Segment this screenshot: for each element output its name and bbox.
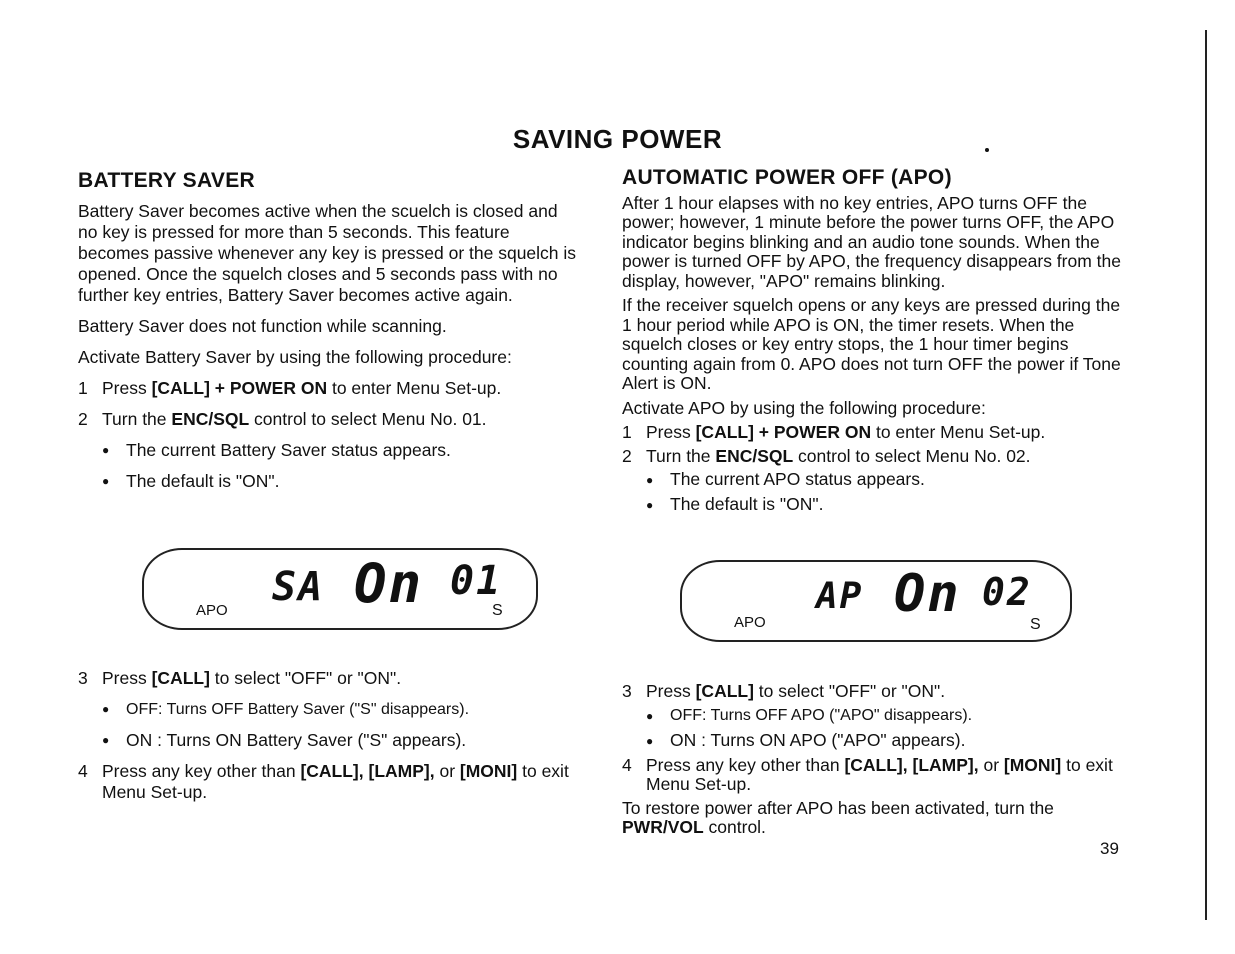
battery-saver-bullet2 xyxy=(102,471,578,492)
stray-dot xyxy=(985,148,989,152)
bullet-text: OFF: Turns OFF APO ("APO" disappears). xyxy=(670,706,973,724)
lcd-apo-indicator: APO xyxy=(196,602,228,619)
step-key: [CALL] + POWER ON xyxy=(151,378,328,398)
battery-saver-para2: Battery Saver does not function while scanning. xyxy=(78,316,447,336)
step-number: 1 xyxy=(622,422,632,442)
battery-saver-step2 xyxy=(78,409,578,430)
step-text-pre: Press any key other than xyxy=(646,754,845,775)
step-text-post: to select "OFF" or "ON". xyxy=(753,681,946,701)
lcd-s-indicator: S xyxy=(492,602,503,619)
bullet-text: ON : Turns ON APO ("APO" appears). xyxy=(670,729,966,750)
restore-text-post: control. xyxy=(703,817,766,837)
apo-section-lower xyxy=(622,682,1122,843)
battery-saver-heading: BATTERY SAVER xyxy=(78,169,255,192)
lcd-segment-menu: 01 xyxy=(450,558,503,604)
step-key: [CALL] + POWER ON xyxy=(695,422,872,442)
lcd-segment-value: On xyxy=(354,552,424,615)
step-key: [CALL], [LAMP], xyxy=(300,761,435,781)
bullet-icon: ● xyxy=(646,473,654,487)
bullet-icon: ● xyxy=(646,708,654,723)
lcd-segment-mode: SA xyxy=(272,564,325,610)
step-text xyxy=(102,668,401,689)
bullet-text: The current APO status appears. xyxy=(670,469,925,489)
bullet-text: OFF: Turns OFF Battery Saver ("S" disappears). xyxy=(126,701,470,718)
step-text-post: control to select Menu No. 02. xyxy=(793,445,1031,466)
battery-saver-lcd-display xyxy=(142,548,538,630)
step-number: 1 xyxy=(78,378,88,398)
battery-saver-para1: Battery Saver becomes active when the scuelch is closed and no key is pressed for more than 5 seconds. This feature becomes passive whenever any key is pressed or the squelch is opened. Once the squelch closes and 5 seconds pass with no further key entries, Battery Saver becomes active again. xyxy=(78,201,577,305)
page-edge-line xyxy=(1205,30,1207,920)
lcd-segment-value: On xyxy=(894,564,961,624)
step-key: [CALL] xyxy=(695,681,754,701)
apo-bullet2 xyxy=(646,495,1122,516)
lcd-segment-menu: 02 xyxy=(982,570,1032,614)
step-text-pre: Turn the xyxy=(646,445,716,466)
apo-step2 xyxy=(622,447,1122,467)
battery-saver-section-lower xyxy=(78,668,578,813)
step-text-post: to select "OFF" or "ON". xyxy=(209,668,402,688)
apo-step4 xyxy=(622,756,1122,795)
battery-saver-step3 xyxy=(78,668,578,689)
bullet-icon: ● xyxy=(646,498,654,512)
battery-saver-section xyxy=(78,170,578,502)
apo-bullet1 xyxy=(646,470,1122,491)
bullet-icon: ● xyxy=(102,702,110,716)
step-text-post: to exit Menu Set-up. xyxy=(102,761,569,802)
step-text-post: control to select Menu No. 01. xyxy=(249,409,487,429)
step-text xyxy=(646,423,1045,443)
step-text-post: to enter Menu Set-up. xyxy=(871,422,1046,442)
battery-saver-bullet4 xyxy=(102,730,578,751)
step-text-pre: Turn the xyxy=(102,409,172,429)
step-number: 3 xyxy=(622,681,632,701)
battery-saver-para3: Activate Battery Saver by using the following procedure: xyxy=(78,347,512,367)
step-number: 4 xyxy=(78,761,88,781)
apo-bullet4 xyxy=(646,731,1122,752)
step-key2: [MONI] xyxy=(459,761,518,781)
bullet-icon: ● xyxy=(646,733,654,748)
page-number: 39 xyxy=(1100,839,1119,858)
apo-heading: AUTOMATIC POWER OFF (APO) xyxy=(622,166,952,189)
apo-para1: After 1 hour elapses with no key entries, APO turns OFF the power; however, 1 minute before the power turns OFF, the APO indicator begins blinking and an audio tone sounds. When the power is turned OFF by APO, the frequency disappears from the display, however, "APO" remains blinking. xyxy=(622,192,1121,291)
battery-saver-step1 xyxy=(78,378,578,399)
restore-text-pre: To restore power after APO has been activated, turn the xyxy=(622,797,1054,818)
apo-restore-text xyxy=(622,799,1122,838)
apo-section xyxy=(622,168,1122,520)
step-text-pre: Press any key other than xyxy=(102,761,301,781)
step-text-mid: or xyxy=(434,761,460,781)
step-number: 4 xyxy=(622,754,632,775)
step-text-pre: Press xyxy=(646,422,696,442)
restore-key: PWR/VOL xyxy=(622,817,704,837)
step-text-pre: Press xyxy=(102,378,152,398)
step-text xyxy=(646,756,1122,795)
step-key: [CALL] xyxy=(151,668,210,688)
battery-saver-bullet1 xyxy=(102,440,578,461)
step-key: ENC/SQL xyxy=(171,409,250,429)
page-title: SAVING POWER xyxy=(512,124,723,154)
step-text xyxy=(102,378,501,399)
step-text-pre: Press xyxy=(102,668,152,688)
bullet-icon: ● xyxy=(102,443,110,457)
apo-bullet3 xyxy=(646,706,1122,727)
apo-step3 xyxy=(622,682,1122,702)
bullet-text: The default is "ON". xyxy=(126,471,280,491)
step-text-mid: or xyxy=(978,754,1004,775)
step-number: 2 xyxy=(622,445,632,466)
apo-step1 xyxy=(622,423,1122,443)
battery-saver-bullet3 xyxy=(102,699,578,720)
bullet-text: ON : Turns ON Battery Saver ("S" appears). xyxy=(126,730,467,750)
step-number: 2 xyxy=(78,409,88,429)
step-key2: [MONI] xyxy=(1003,754,1062,775)
step-text xyxy=(646,447,1031,467)
battery-saver-step4 xyxy=(78,761,578,803)
step-text-post: to enter Menu Set-up. xyxy=(327,378,502,398)
apo-para2: If the receiver squelch opens or any keys are pressed during the 1 hour period while APO is ON, the timer resets. When the squelch closes or key entry stops, the 1 hour timer begins counting again from 0. APO does not turn OFF the power if Tone Alert is ON. xyxy=(622,295,1121,393)
bullet-icon: ● xyxy=(102,733,110,747)
bullet-text: The default is "ON". xyxy=(670,494,824,514)
step-key: ENC/SQL xyxy=(715,445,794,466)
apo-lcd-display xyxy=(680,560,1072,642)
bullet-icon: ● xyxy=(102,474,110,488)
lcd-apo-indicator: APO xyxy=(734,614,766,631)
step-text xyxy=(102,761,578,803)
lcd-segment-mode: AP xyxy=(816,576,864,617)
apo-para3: Activate APO by using the following procedure: xyxy=(622,397,986,418)
bullet-text: The current Battery Saver status appears. xyxy=(126,440,451,460)
step-key: [CALL], [LAMP], xyxy=(844,754,979,775)
step-number: 3 xyxy=(78,668,88,688)
lcd-s-indicator: S xyxy=(1030,616,1041,633)
step-text-pre: Press xyxy=(646,681,696,701)
step-text-post: to exit Menu Set-up. xyxy=(646,754,1113,794)
step-text xyxy=(102,409,487,430)
step-text xyxy=(646,682,945,702)
